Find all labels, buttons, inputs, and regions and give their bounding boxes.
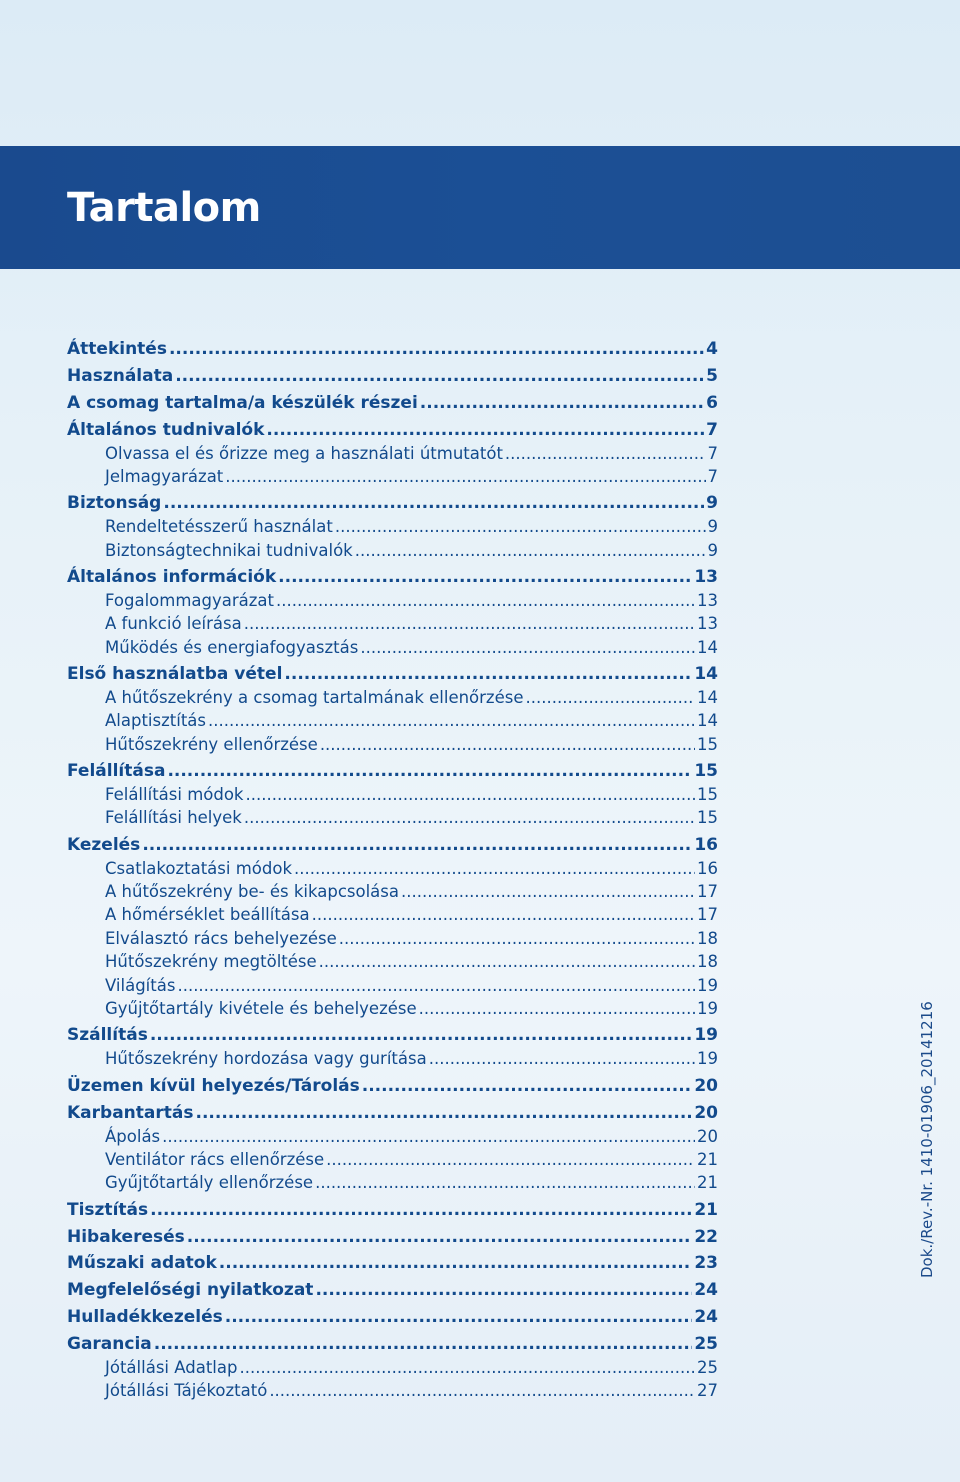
toc-section[interactable] <box>67 1022 718 1049</box>
dot-leader <box>244 614 695 633</box>
toc-entry-label: Működés és energiafogyasztás <box>105 637 359 657</box>
toc-page-number: 15 <box>697 734 718 754</box>
toc-entry-label: Kezelés <box>67 834 141 855</box>
toc-page-number: 15 <box>694 761 718 782</box>
dot-leader <box>239 1358 695 1377</box>
toc-page-number: 22 <box>694 1226 718 1247</box>
toc-entry-label: Hűtőszekrény hordozása vagy gurítása <box>105 1049 427 1069</box>
page-title: Tartalom <box>67 185 261 231</box>
dot-leader <box>326 1150 695 1169</box>
toc-subsection[interactable] <box>67 517 718 540</box>
dot-leader <box>154 1334 693 1354</box>
toc-page-number: 25 <box>694 1334 718 1355</box>
toc-page-number: 13 <box>697 614 718 634</box>
toc-entry-label: Hulladékkezelés <box>67 1307 223 1328</box>
toc-subsection[interactable] <box>67 976 718 999</box>
toc-entry-label: Ápolás <box>105 1126 161 1146</box>
dot-leader <box>355 541 706 560</box>
toc-entry-label: Fogalommagyarázat <box>105 590 275 610</box>
toc-subsection[interactable] <box>67 467 718 490</box>
toc-section[interactable] <box>67 417 718 444</box>
toc-entry-label: Felállítási helyek <box>105 808 242 828</box>
toc-page-number: 18 <box>697 952 718 972</box>
dot-leader <box>195 1103 692 1123</box>
toc-subsection[interactable] <box>67 882 718 905</box>
toc-page-number: 9 <box>707 517 718 537</box>
toc-section[interactable] <box>67 1250 718 1277</box>
toc-page-number: 20 <box>694 1102 718 1123</box>
toc-section[interactable] <box>67 1277 718 1304</box>
toc-entry-label: Használata <box>67 365 174 386</box>
table-of-contents <box>67 336 718 1405</box>
dot-leader <box>219 1253 693 1273</box>
toc-section[interactable] <box>67 490 718 517</box>
toc-page-number: 19 <box>697 975 718 995</box>
dot-leader <box>163 493 704 513</box>
toc-page-number: 16 <box>697 858 718 878</box>
dot-leader <box>162 1127 695 1146</box>
dot-leader <box>169 339 704 359</box>
dot-leader <box>225 467 705 486</box>
dot-leader <box>420 393 704 413</box>
dot-leader <box>505 444 706 463</box>
toc-entry-label: Felállítási módok <box>105 785 244 805</box>
toc-entry-label: A csomag tartalma/a készülék részei <box>67 392 418 413</box>
dot-leader <box>278 567 692 587</box>
dot-leader <box>360 638 695 657</box>
toc-page-number: 5 <box>706 365 718 386</box>
toc-section[interactable] <box>67 336 718 363</box>
toc-entry-label: Ventilátor rács ellenőrzése <box>105 1149 325 1169</box>
toc-section[interactable] <box>67 758 718 785</box>
dot-leader <box>269 1381 695 1400</box>
toc-page-number: 14 <box>697 687 718 707</box>
toc-page-number: 15 <box>697 808 718 828</box>
dot-leader <box>150 1025 693 1045</box>
toc-page-number: 24 <box>694 1280 718 1301</box>
toc-subsection[interactable] <box>67 688 718 711</box>
toc-subsection[interactable] <box>67 1173 718 1196</box>
toc-entry-label: Rendeltetésszerű használat <box>105 517 333 537</box>
toc-subsection[interactable] <box>67 1127 718 1150</box>
toc-section[interactable] <box>67 363 718 390</box>
document-code: Dok./Rev.-Nr. 1410-01906_20141216 <box>918 1001 936 1278</box>
toc-entry-label: Megfelelőségi nyilatkozat <box>67 1280 314 1301</box>
toc-subsection[interactable] <box>67 711 718 734</box>
dot-leader <box>320 735 695 754</box>
toc-page-number: 7 <box>706 419 718 440</box>
dot-leader <box>284 664 692 684</box>
toc-subsection[interactable] <box>67 614 718 637</box>
toc-page-number: 21 <box>694 1199 718 1220</box>
toc-page-number: 15 <box>697 785 718 805</box>
toc-page-number: 23 <box>694 1253 718 1274</box>
toc-page-number: 18 <box>697 928 718 948</box>
toc-entry-label: Jelmagyarázat <box>105 466 224 486</box>
toc-entry-label: Hibakeresés <box>67 1226 185 1247</box>
toc-subsection[interactable] <box>67 808 718 831</box>
toc-page-number: 7 <box>707 466 718 486</box>
toc-entry-label: Műszaki adatok <box>67 1253 217 1274</box>
toc-entry-label: Hűtőszekrény megtöltése <box>105 952 317 972</box>
dot-leader <box>419 999 695 1018</box>
toc-section[interactable] <box>67 1331 718 1358</box>
dot-leader <box>526 688 696 707</box>
dot-leader <box>266 420 704 440</box>
toc-subsection[interactable] <box>67 785 718 808</box>
toc-entry-label: Gyűjtőtartály ellenőrzése <box>105 1173 314 1193</box>
toc-subsection[interactable] <box>67 638 718 661</box>
toc-subsection[interactable] <box>67 929 718 952</box>
toc-section[interactable] <box>67 1224 718 1251</box>
dot-leader <box>319 952 695 971</box>
toc-subsection[interactable] <box>67 541 718 564</box>
dot-leader <box>150 1200 692 1220</box>
toc-page-number: 19 <box>697 1049 718 1069</box>
toc-entry-label: A hűtőszekrény be- és kikapcsolása <box>105 882 399 902</box>
dot-leader <box>362 1076 693 1096</box>
dot-leader <box>175 366 704 386</box>
toc-page-number: 19 <box>697 999 718 1019</box>
toc-section[interactable] <box>67 1304 718 1331</box>
toc-page-number: 20 <box>697 1126 718 1146</box>
toc-subsection[interactable] <box>67 735 718 758</box>
toc-page-number: 24 <box>694 1307 718 1328</box>
toc-entry-label: Világítás <box>105 975 176 995</box>
toc-subsection[interactable] <box>67 1381 718 1404</box>
toc-entry-label: Tisztítás <box>67 1199 149 1220</box>
toc-page-number: 19 <box>694 1025 718 1046</box>
toc-entry-label: Alaptisztítás <box>105 711 206 731</box>
toc-section[interactable] <box>67 1197 718 1224</box>
toc-page-number: 13 <box>697 590 718 610</box>
toc-page-number: 13 <box>694 567 718 588</box>
toc-entry-label: Elválasztó rács behelyezése <box>105 928 337 948</box>
toc-entry-label: Áttekintés <box>67 339 167 359</box>
toc-page-number: 17 <box>697 905 718 925</box>
toc-page-number: 4 <box>706 339 718 359</box>
toc-subsection[interactable] <box>67 999 718 1022</box>
toc-entry-label: Üzemen kívül helyezés/Tárolás <box>67 1075 360 1096</box>
toc-entry-label: Gyűjtőtartály kivétele és behelyezése <box>105 999 417 1019</box>
toc-page-number: 14 <box>697 711 718 731</box>
toc-subsection[interactable] <box>67 952 718 975</box>
toc-page-number: 17 <box>697 882 718 902</box>
toc-section[interactable] <box>67 661 718 688</box>
dot-leader <box>187 1227 693 1247</box>
dot-leader <box>208 711 695 730</box>
toc-subsection[interactable] <box>67 1049 718 1072</box>
dot-leader <box>276 591 695 610</box>
toc-subsection[interactable] <box>67 905 718 928</box>
toc-page-number: 21 <box>697 1173 718 1193</box>
toc-subsection[interactable] <box>67 591 718 614</box>
toc-page-number: 14 <box>694 664 718 685</box>
dot-leader <box>167 761 692 781</box>
dot-leader <box>339 929 695 948</box>
toc-entry-label: Garancia <box>67 1334 152 1355</box>
dot-leader <box>246 785 696 804</box>
toc-entry-label: Általános információk <box>67 567 277 588</box>
toc-page-number: 21 <box>697 1149 718 1169</box>
toc-entry-label: A hűtőszekrény a csomag tartalmának ellenőrzése <box>105 687 524 707</box>
toc-page-number: 25 <box>697 1358 718 1378</box>
dot-leader <box>177 976 695 995</box>
toc-entry-label: Csatlakoztatási módok <box>105 858 292 878</box>
toc-entry-label: Felállítása <box>67 761 166 782</box>
toc-entry-label: A hőmérséklet beállítása <box>105 905 310 925</box>
dot-leader <box>315 1280 692 1300</box>
toc-page-number: 27 <box>697 1381 718 1401</box>
dot-leader <box>142 835 692 855</box>
toc-page-number: 9 <box>706 493 718 514</box>
toc-entry-label: Karbantartás <box>67 1102 194 1123</box>
toc-section[interactable] <box>67 564 718 591</box>
toc-page-number: 20 <box>694 1075 718 1096</box>
toc-subsection[interactable] <box>67 1150 718 1173</box>
toc-entry-label: Biztonságtechnikai tudnivalók <box>105 540 353 560</box>
toc-entry-label: Jótállási Tájékoztató <box>105 1381 268 1401</box>
toc-section[interactable] <box>67 1100 718 1127</box>
dot-leader <box>401 882 695 901</box>
dot-leader <box>429 1049 695 1068</box>
toc-entry-label: Jótállási Adatlap <box>105 1358 238 1378</box>
toc-page-number: 7 <box>707 443 718 463</box>
toc-entry-label: Első használatba vétel <box>67 664 283 685</box>
toc-page-number: 9 <box>707 540 718 560</box>
toc-entry-label: Hűtőszekrény ellenőrzése <box>105 734 318 754</box>
toc-subsection[interactable] <box>67 1358 718 1381</box>
dot-leader <box>335 517 706 536</box>
toc-entry-label: Biztonság <box>67 493 162 514</box>
toc-subsection[interactable] <box>67 444 718 467</box>
dot-leader <box>225 1307 693 1327</box>
toc-section[interactable] <box>67 832 718 859</box>
toc-entry-label: Szállítás <box>67 1025 148 1046</box>
dot-leader <box>244 808 695 827</box>
toc-entry-label: Olvassa el és őrizze meg a használati útmutatót <box>105 443 503 463</box>
toc-page-number: 6 <box>706 392 718 413</box>
toc-entry-label: Általános tudnivalók <box>67 419 265 440</box>
toc-page-number: 14 <box>697 637 718 657</box>
dot-leader <box>315 1173 695 1192</box>
toc-entry-label: A funkció leírása <box>105 614 242 634</box>
dot-leader <box>312 905 695 924</box>
toc-page-number: 16 <box>694 834 718 855</box>
toc-section[interactable] <box>67 390 718 417</box>
toc-section[interactable] <box>67 1073 718 1100</box>
dot-leader <box>294 859 695 878</box>
toc-subsection[interactable] <box>67 859 718 882</box>
